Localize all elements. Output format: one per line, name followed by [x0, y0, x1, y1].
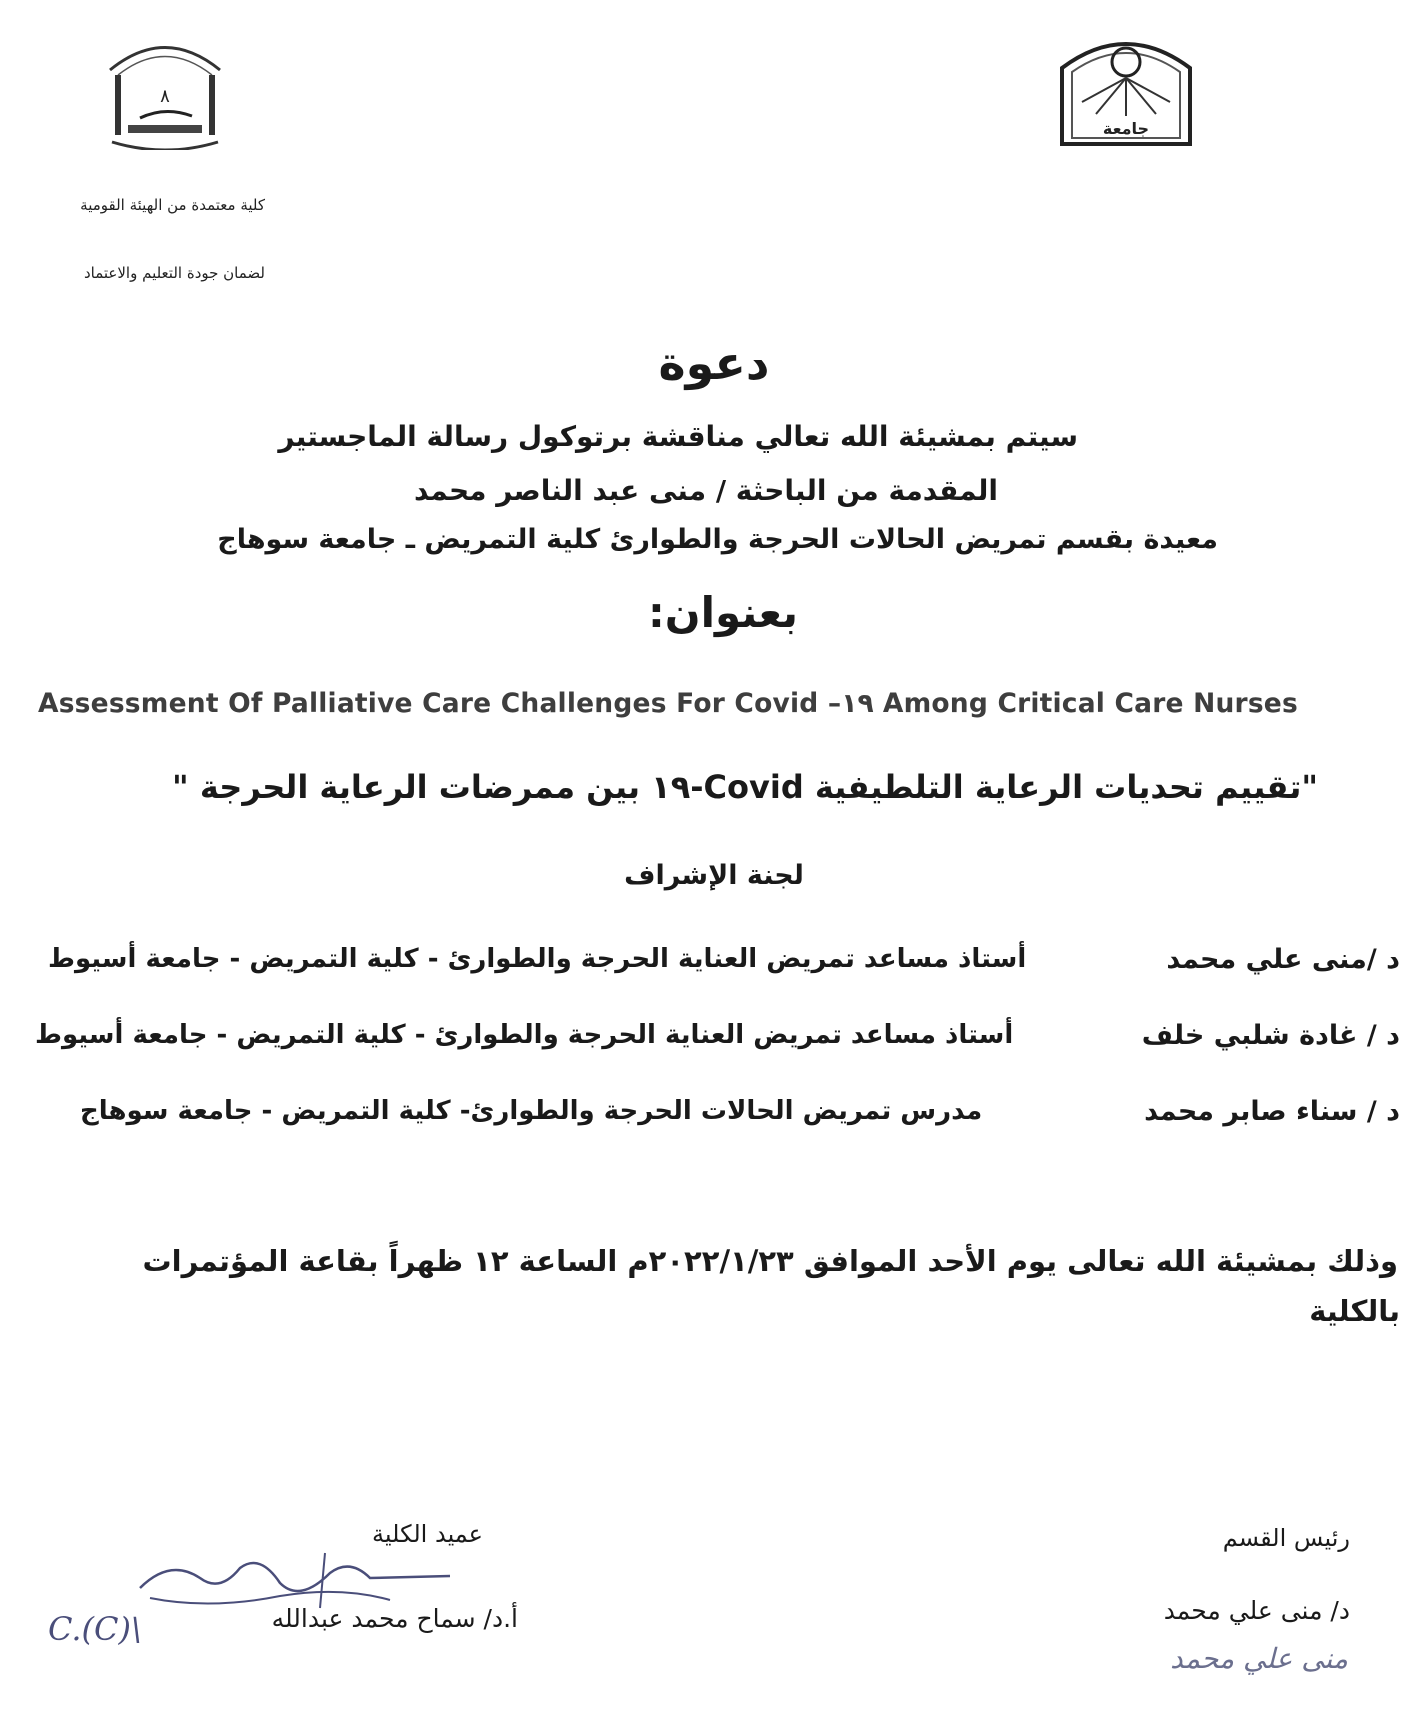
member-title: أستاذ مساعد تمريض العناية الحرجة والطوارئ - كلية التمريض - جامعة أسيوط — [48, 944, 1027, 974]
accreditation-line-2: لضمان جودة التعليم والاعتماد — [83, 264, 265, 282]
thesis-title-arabic: "تقييم تحديات الرعاية التلطيفية Covid-١٩ بين ممرضات الرعاية الحرجة " — [172, 768, 1318, 806]
committee-member-row — [30, 1020, 1400, 1070]
head-role: رئيس القسم — [1222, 1524, 1350, 1552]
member-title: مدرس تمريض الحالات الحرجة والطوارئ- كلية التمريض - جامعة سوهاج — [80, 1096, 983, 1126]
dean-name: أ.د/ سماح محمد عبدالله — [271, 1604, 518, 1633]
committee-member-row — [30, 1096, 1400, 1146]
dean-role: عميد الكلية — [372, 1520, 483, 1548]
title-label: بعنوان: — [648, 588, 798, 637]
invitation-line-3: معيدة بقسم تمريض الحالات الحرجة والطوارئ كلية التمريض ـ جامعة سوهاج — [217, 524, 1218, 555]
head-signature: منى علي محمد — [1170, 1642, 1348, 1675]
committee-heading: لجنة الإشراف — [624, 860, 804, 891]
dean-handwritten-note: C.(C)\ — [48, 1610, 142, 1648]
member-title: أستاذ مساعد تمريض العناية الحرجة والطوارئ - كلية التمريض - جامعة أسيوط — [35, 1020, 1014, 1050]
member-name: د / سناء صابر محمد — [1144, 1096, 1400, 1127]
svg-text:جامعة: جامعة — [1102, 119, 1150, 138]
committee-member-row — [30, 944, 1400, 994]
head-name: د/ منى علي محمد — [1163, 1596, 1350, 1625]
schedule-line-2: بالكلية — [1309, 1294, 1400, 1328]
member-name: د /منى علي محمد — [1166, 944, 1400, 975]
university-emblem-logo-icon — [1056, 28, 1196, 146]
member-name: د / غادة شلبي خلف — [1141, 1020, 1400, 1051]
schedule-line-1: وذلك بمشيئة الله تعالى يوم الأحد الموافق ٢٠٢٢/١/٢٣م الساعة ١٢ ظهراً بقاعة المؤتمرات — [142, 1244, 1398, 1278]
accreditation-line-1: كلية معتمدة من الهيئة القومية — [80, 196, 265, 214]
invitation-line-1: سيتم بمشيئة الله تعالي مناقشة برتوكول رسالة الماجستير — [278, 420, 1078, 453]
svg-text:٨: ٨ — [160, 86, 170, 107]
invitation-heading: دعوة — [658, 336, 770, 390]
invitation-line-2: المقدمة من الباحثة / منى عبد الناصر محمد — [414, 474, 998, 507]
thesis-title-english: Assessment Of Palliative Care Challenges For Covid –١٩ Among Critical Care Nurses — [38, 688, 1298, 719]
quality-seal-logo-icon — [100, 30, 230, 150]
